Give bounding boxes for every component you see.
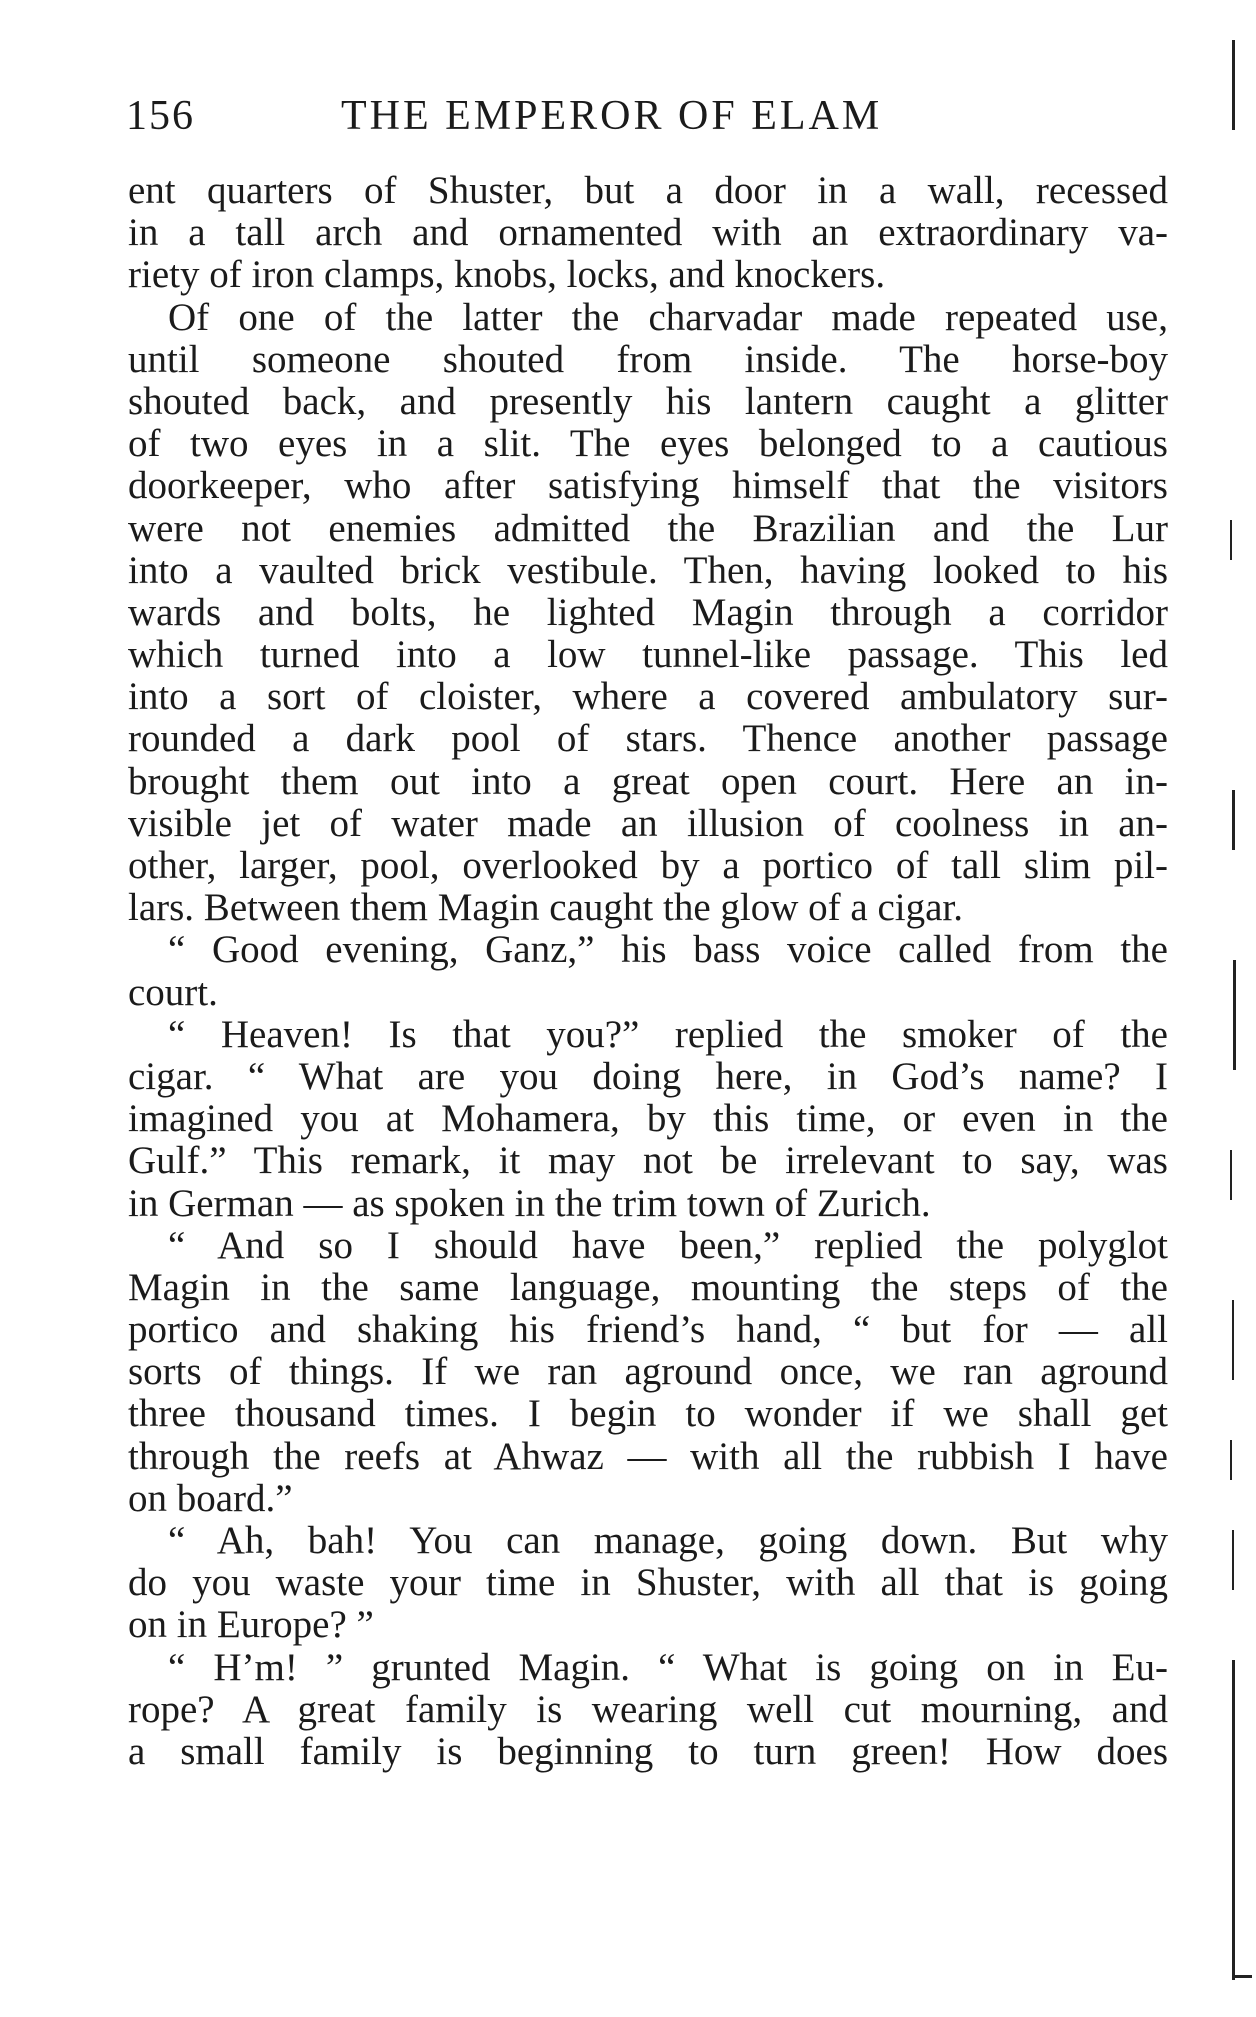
text-line: in German — as spoken in the trim town of Zurich. bbox=[128, 1181, 931, 1225]
text-line: Of one of the latter the charvadar made repeated use, bbox=[168, 295, 1168, 339]
text-line: through the reefs at Ahwaz — with all the rubbish I have bbox=[128, 1434, 1168, 1478]
text-line: on board.” bbox=[128, 1476, 293, 1520]
text-line: rope? A great family is wearing well cut mourning, and bbox=[128, 1687, 1168, 1731]
text-line: “ Ah, bah! You can manage, going down. But why bbox=[168, 1519, 1168, 1562]
page-edge-mark bbox=[1230, 1440, 1232, 1480]
page-edge-mark bbox=[1230, 1150, 1232, 1200]
page-number: 156 bbox=[126, 93, 195, 139]
page-edge-mark bbox=[1230, 520, 1232, 560]
text-line: sorts of things. If we ran aground once, we ran aground bbox=[128, 1350, 1168, 1394]
text-line: visible jet of water made an illusion of coolness in an- bbox=[128, 801, 1168, 845]
text-line: wards and bolts, he lighted Magin through a corridor bbox=[128, 590, 1168, 634]
text-line: rounded a dark pool of stars. Thence another passage bbox=[128, 717, 1168, 761]
page-edge-mark bbox=[1232, 1660, 1235, 1980]
text-line: Magin in the same language, mounting the steps of the bbox=[128, 1265, 1168, 1309]
text-line: of two eyes in a slit. The eyes belonged to a cautious bbox=[128, 422, 1168, 466]
text-line: doorkeeper, who after satisfying himself that the visitors bbox=[128, 464, 1168, 508]
text-line: lars. Between them Magin caught the glow of a cigar. bbox=[128, 886, 963, 930]
text-line: ent quarters of Shuster, but a door in a wall, recessed bbox=[128, 169, 1168, 212]
body-text bbox=[128, 170, 1168, 1773]
page-edge-mark bbox=[1233, 960, 1236, 1070]
text-line: riety of iron clamps, knobs, locks, and knockers. bbox=[128, 253, 886, 297]
text-line: do you waste your time in Shuster, with all that is going bbox=[128, 1561, 1168, 1605]
text-line: court. bbox=[128, 970, 218, 1014]
page-edge-mark bbox=[1232, 40, 1235, 130]
text-line: imagined you at Mohamera, by this time, or even in the bbox=[128, 1097, 1168, 1141]
page-edge-mark bbox=[1232, 1975, 1252, 1978]
page-edge-mark bbox=[1232, 1530, 1234, 1590]
page-edge-mark bbox=[1232, 790, 1235, 850]
text-line: “ And so I should have been,” replied the polyglot bbox=[168, 1223, 1168, 1267]
text-line: brought them out into a great open court. Here an in- bbox=[128, 759, 1168, 803]
text-line: on in Europe? ” bbox=[128, 1603, 374, 1647]
text-line: “ Heaven! Is that you?” replied the smoker of the bbox=[168, 1012, 1168, 1056]
text-line: were not enemies admitted the Brazilian and the Lur bbox=[128, 506, 1168, 550]
text-line: into a sort of cloister, where a covered ambulatory sur- bbox=[128, 675, 1168, 719]
page-edge-mark bbox=[1232, 1300, 1234, 1380]
text-line: portico and shaking his friend’s hand, “ but for — all bbox=[128, 1308, 1168, 1352]
text-line: which turned into a low tunnel-like passage. This led bbox=[128, 633, 1168, 677]
text-line: into a vaulted brick vestibule. Then, having looked to his bbox=[128, 548, 1168, 592]
text-line: in a tall arch and ornamented with an extraordinary va- bbox=[128, 211, 1168, 255]
text-line: three thousand times. I begin to wonder if we shall get bbox=[128, 1392, 1168, 1436]
text-line: Gulf.” This remark, it may not be irrelevant to say, was bbox=[128, 1139, 1168, 1183]
text-line: cigar. “ What are you doing here, in God’s name? I bbox=[128, 1054, 1168, 1098]
text-line: “ Good evening, Ganz,” his bass voice called from the bbox=[168, 928, 1168, 972]
text-line: “ H’m! ” grunted Magin. “ What is going on in Eu- bbox=[168, 1645, 1168, 1689]
book-title: THE EMPEROR OF ELAM bbox=[341, 93, 883, 139]
text-line: until someone shouted from inside. The horse-boy bbox=[128, 337, 1168, 381]
running-head bbox=[126, 92, 1166, 152]
text-line: other, larger, pool, overlooked by a portico of tall slim pil- bbox=[128, 844, 1168, 887]
text-line: a small family is beginning to turn green! How does bbox=[128, 1729, 1168, 1773]
text-line: shouted back, and presently his lantern caught a glitter bbox=[128, 379, 1168, 423]
